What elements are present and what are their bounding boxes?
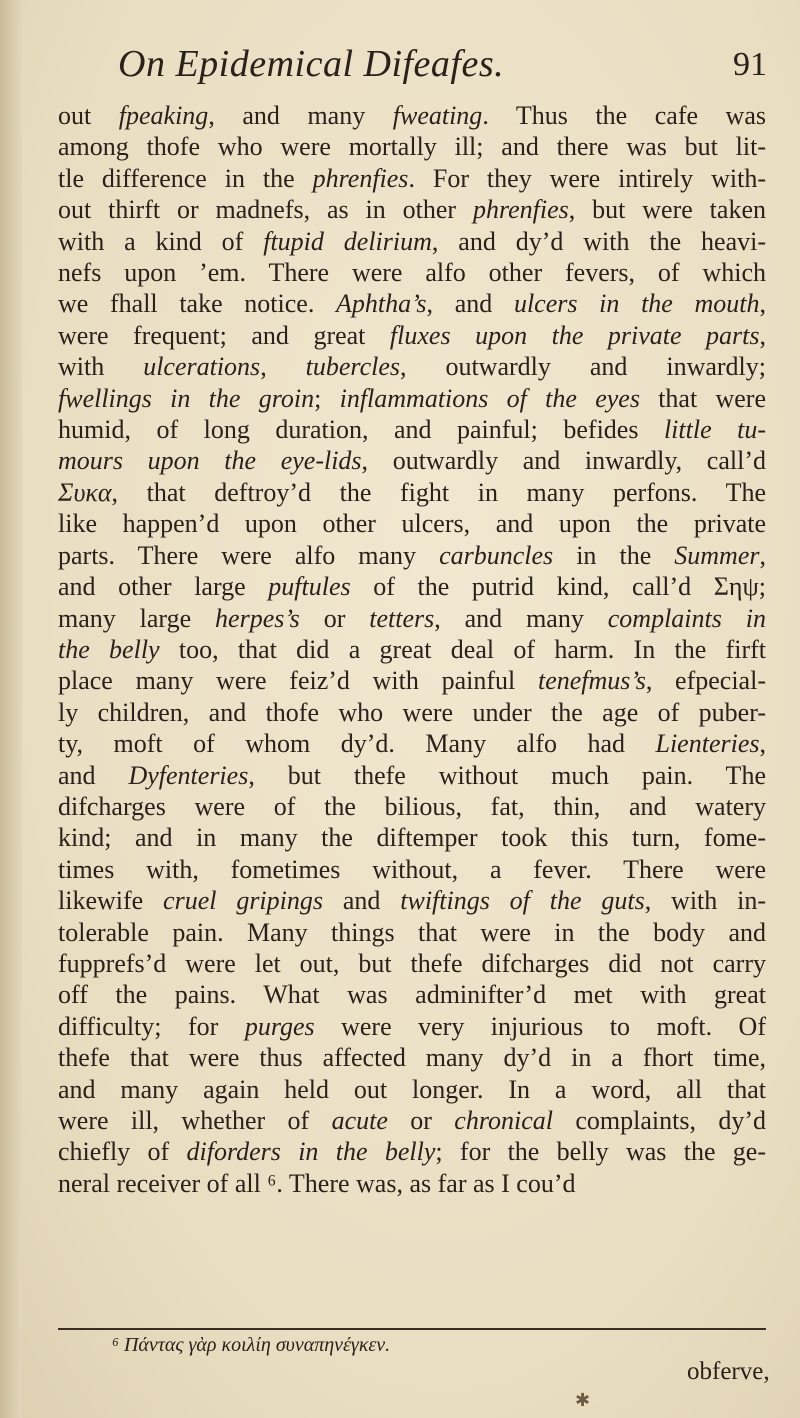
- text-line: [58, 979, 766, 1010]
- text-line: [58, 791, 766, 822]
- italic-text: puftules: [268, 572, 351, 602]
- text-run: difcharges were of the bilious, fat, thin, and watery: [58, 791, 766, 821]
- text-run: , that deftroy’d the fight in many perfons. The: [111, 477, 766, 507]
- italic-text: fweating: [392, 101, 483, 130]
- text-run: times with, fometimes without, a fever. There were: [58, 854, 766, 884]
- text-run: tolerable pain. Many things that were in the body and: [58, 917, 766, 947]
- text-run: , and: [426, 289, 514, 319]
- text-line: [58, 885, 766, 916]
- text-run: likewife: [58, 886, 164, 916]
- printer-mark: ✱: [575, 1390, 591, 1411]
- text-run: and: [323, 886, 401, 916]
- text-run: with: [58, 352, 144, 382]
- text-run: , and many: [208, 101, 393, 130]
- text-line: [58, 1105, 766, 1136]
- text-run: ,: [759, 320, 766, 350]
- text-line: [58, 131, 766, 162]
- text-run: chiefly of: [58, 1137, 187, 1167]
- italic-text: phrenfies: [312, 163, 409, 193]
- italic-text: tetters: [369, 603, 435, 633]
- footnote-rule: [58, 1328, 766, 1330]
- italic-text: tubercles: [305, 352, 400, 382]
- text-line: [58, 163, 766, 194]
- text-run: or: [299, 603, 370, 633]
- text-run: humid, of long duration, and painful; befides: [58, 415, 664, 445]
- italic-text: diforders in the belly: [186, 1137, 436, 1167]
- italic-text: fluxes upon the private parts: [389, 320, 760, 350]
- text-run: among thofe who were mortally ill; and there was but lit-: [58, 132, 766, 162]
- text-run: ,: [759, 289, 767, 319]
- text-line: [58, 383, 766, 414]
- text-line: [58, 634, 766, 665]
- text-run: and many again held out longer. In a word, all that: [58, 1074, 766, 1104]
- text-run: , outwardly and inwardly;: [400, 352, 766, 382]
- text-run: we fhall take notice.: [58, 289, 337, 319]
- text-run: , and many: [434, 603, 608, 633]
- text-run: tle difference in the: [58, 163, 313, 193]
- text-run: ,: [759, 540, 766, 570]
- text-run: or: [387, 1106, 455, 1135]
- text-run: ,: [260, 352, 306, 382]
- text-run: with a kind of: [58, 226, 264, 256]
- text-line: [58, 257, 766, 288]
- italic-text: carbuncles: [439, 540, 554, 570]
- text-line: [58, 540, 766, 571]
- text-line: [58, 571, 766, 602]
- italic-text: the belly: [58, 634, 160, 664]
- text-line: [58, 603, 766, 634]
- running-header: On Epidemical Difeafes.: [118, 43, 505, 85]
- text-run: thefe that were thus affected many dy’d in a fhort time,: [58, 1043, 766, 1073]
- italic-text: phrenfies: [472, 195, 569, 225]
- italic-text: ulcers in the mouth: [513, 289, 760, 319]
- text-run: off the pains. What was adminifter’d met with great: [58, 980, 766, 1010]
- italic-text: mours upon the eye-lids: [58, 446, 362, 476]
- text-line: [58, 288, 766, 319]
- text-line: [58, 477, 766, 508]
- text-line: [58, 760, 766, 791]
- text-run: , but thefe without much pain. The: [248, 760, 766, 790]
- text-run: difficulty; for: [58, 1011, 245, 1041]
- text-run: were very injurious to moft. Of: [314, 1011, 766, 1041]
- text-run: fupprefs’d were let out, but thefe difcharges did not carry: [58, 948, 766, 978]
- text-line: [58, 351, 766, 382]
- italic-text: fpeaking: [118, 101, 209, 130]
- text-run: ly children, and thofe who were under the age of puber-: [58, 697, 766, 727]
- text-run: nefs upon ’em. There were alfo other fevers, of which: [58, 258, 766, 288]
- text-line: [58, 1074, 766, 1105]
- italic-text: twiftings of the guts: [400, 886, 645, 916]
- text-line: [58, 226, 766, 257]
- footnote: ⁶ Πάντας γὰρ κοιλίη συναπηνέγκεν.: [112, 1334, 391, 1356]
- text-run: that were: [639, 383, 766, 413]
- italic-text: inflammations of the eyes: [339, 383, 640, 413]
- text-run: many large: [58, 603, 216, 633]
- italic-text: Lienteries: [655, 729, 760, 759]
- text-run: were frequent; and great: [58, 320, 390, 350]
- text-run: . Thus the cafe was: [482, 101, 766, 130]
- text-line: [58, 697, 766, 728]
- text-line: [58, 1136, 766, 1167]
- text-run: in the: [553, 540, 675, 570]
- italic-text: chronical: [454, 1106, 553, 1135]
- italic-text: Summer: [674, 540, 760, 570]
- catchword: obferve,: [687, 1358, 770, 1385]
- text-run: like happen’d upon other ulcers, and upon the private: [58, 509, 766, 539]
- italic-text: Συκα: [58, 477, 112, 507]
- text-run: ; for the belly was the ge-: [435, 1137, 767, 1167]
- text-line: [58, 665, 766, 696]
- text-run: ,: [759, 729, 766, 759]
- text-line: [58, 917, 766, 948]
- text-run: ;: [314, 383, 340, 413]
- italic-text: acute: [331, 1106, 388, 1135]
- text-run: , but were taken: [568, 195, 766, 225]
- italic-text: tenefmus’s: [537, 666, 646, 696]
- text-line: [58, 1168, 766, 1199]
- body-text: [58, 100, 766, 1199]
- text-line: [58, 948, 766, 979]
- italic-text: purges: [244, 1011, 315, 1041]
- text-run: . For they were intirely with-: [408, 163, 766, 193]
- text-run: of the putrid kind, call’d Σηψ;: [350, 572, 766, 602]
- text-run: , with in-: [644, 886, 767, 916]
- text-line: [58, 194, 766, 225]
- text-run: , outwardly and inwardly, call’d: [361, 446, 766, 476]
- text-run: out thirft or madnefs, as in other: [58, 195, 473, 225]
- italic-text: ftupid delirium: [263, 226, 432, 256]
- text-run: , and dy’d with the heavi-: [431, 226, 766, 256]
- text-run: neral receiver of all ⁶. There was, as far as I cou’d: [58, 1168, 576, 1198]
- italic-text: Aphtha’s: [336, 289, 427, 319]
- italic-text: little tu-: [663, 415, 766, 445]
- text-run: and: [58, 760, 129, 790]
- italic-text: Dyfenteries: [128, 760, 249, 790]
- italic-text: herpes’s: [215, 603, 300, 633]
- text-run: and other large: [58, 572, 269, 602]
- text-run: , efpecial-: [645, 666, 766, 696]
- text-line: [58, 854, 766, 885]
- text-run: kind; and in many the diftemper took this turn, fome-: [58, 823, 766, 853]
- text-line: [58, 508, 766, 539]
- page-gutter: [0, 0, 22, 1418]
- text-line: [58, 1042, 766, 1073]
- text-run: place many were feiz’d with painful: [58, 666, 538, 696]
- italic-text: complaints in: [607, 603, 766, 633]
- italic-text: cruel gripings: [163, 886, 323, 916]
- page-number: 91: [733, 46, 767, 83]
- text-line: [58, 414, 766, 445]
- text-line: [58, 100, 766, 131]
- text-run: out: [58, 101, 119, 130]
- text-run: ty, moft of whom dy’d. Many alfo had: [58, 729, 656, 759]
- italic-text: fwellings in the groin: [58, 383, 315, 413]
- text-line: [58, 728, 766, 759]
- text-run: too, that did a great deal of harm. In the firft: [159, 634, 766, 664]
- italic-text: ulcerations: [143, 352, 261, 382]
- text-run: parts. There were alfo many: [58, 540, 440, 570]
- text-run: complaints, dy’d: [552, 1106, 766, 1135]
- text-run: were ill, whether of: [58, 1106, 332, 1135]
- text-line: [58, 822, 766, 853]
- text-line: [58, 1011, 766, 1042]
- text-line: [58, 320, 766, 351]
- text-line: [58, 445, 766, 476]
